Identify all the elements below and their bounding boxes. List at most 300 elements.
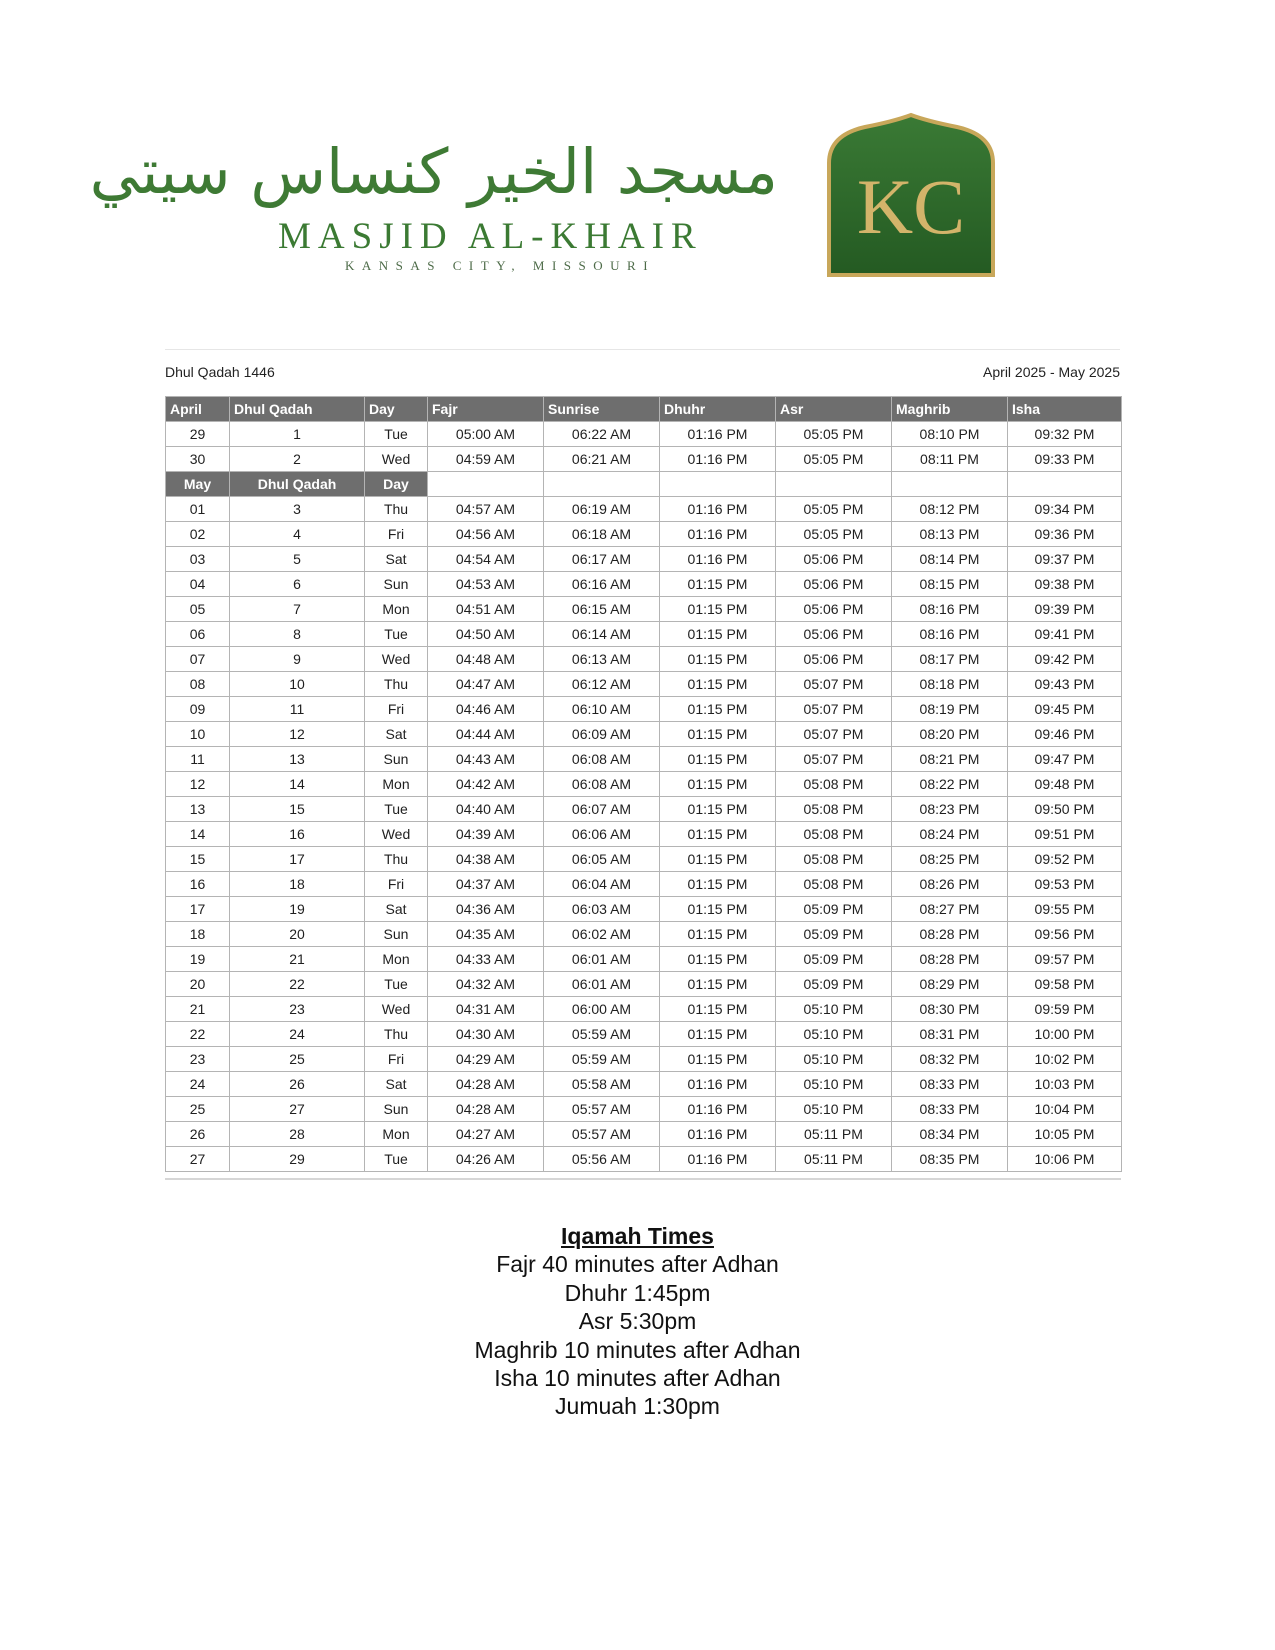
- table-cell: 04:37 AM: [428, 872, 544, 897]
- table-cell: 05:07 PM: [776, 697, 892, 722]
- table-cell: 27: [230, 1097, 365, 1122]
- table-cell: 16: [166, 872, 230, 897]
- may-subheader-cell: May: [166, 472, 230, 497]
- table-cell: 11: [166, 747, 230, 772]
- column-header: Asr: [776, 397, 892, 422]
- table-cell: 06:02 AM: [544, 922, 660, 947]
- table-cell: Wed: [365, 447, 428, 472]
- table-cell: 01:16 PM: [660, 1122, 776, 1147]
- table-cell: 09: [166, 697, 230, 722]
- table-cell: 01:16 PM: [660, 1097, 776, 1122]
- table-cell: 05:08 PM: [776, 772, 892, 797]
- table-cell: 09:51 PM: [1008, 822, 1122, 847]
- iqamah-line-fajr: Fajr 40 minutes after Adhan: [496, 1251, 779, 1278]
- table-cell: 01:15 PM: [660, 697, 776, 722]
- table-cell: 05:11 PM: [776, 1147, 892, 1172]
- table-cell: Sat: [365, 547, 428, 572]
- table-cell: 9: [230, 647, 365, 672]
- table-cell: 23: [230, 997, 365, 1022]
- table-cell: 05:09 PM: [776, 972, 892, 997]
- table-cell: Thu: [365, 847, 428, 872]
- table-cell: 06:10 AM: [544, 697, 660, 722]
- table-cell: 04:50 AM: [428, 622, 544, 647]
- table-row: [166, 672, 1122, 697]
- table-cell: 08:15 PM: [892, 572, 1008, 597]
- table-cell: 10:02 PM: [1008, 1047, 1122, 1072]
- table-cell: 14: [166, 822, 230, 847]
- table-cell: 05:09 PM: [776, 947, 892, 972]
- table-cell: 06:01 AM: [544, 972, 660, 997]
- table-cell: Fri: [365, 522, 428, 547]
- table-cell: 8: [230, 622, 365, 647]
- table-cell: Tue: [365, 422, 428, 447]
- table-cell: 01:15 PM: [660, 947, 776, 972]
- table-cell: 04:47 AM: [428, 672, 544, 697]
- table-cell: 10:06 PM: [1008, 1147, 1122, 1172]
- table-cell: 04:29 AM: [428, 1047, 544, 1072]
- table-cell: 04:35 AM: [428, 922, 544, 947]
- table-cell: 01:15 PM: [660, 672, 776, 697]
- table-cell: 09:34 PM: [1008, 497, 1122, 522]
- table-row: [166, 797, 1122, 822]
- logo-location: KANSAS CITY, MISSOURI: [345, 258, 656, 273]
- table-cell: 05:05 PM: [776, 497, 892, 522]
- table-cell: Mon: [365, 597, 428, 622]
- table-cell: 09:37 PM: [1008, 547, 1122, 572]
- table-cell: 08:26 PM: [892, 872, 1008, 897]
- table-row: [166, 1147, 1122, 1172]
- table-cell: 08:27 PM: [892, 897, 1008, 922]
- table-cell: 21: [230, 947, 365, 972]
- table-cell: 04:28 AM: [428, 1072, 544, 1097]
- table-cell: 05:06 PM: [776, 622, 892, 647]
- table-cell: Sun: [365, 922, 428, 947]
- table-cell: 04:28 AM: [428, 1097, 544, 1122]
- table-cell: 01:16 PM: [660, 547, 776, 572]
- table-cell: 09:32 PM: [1008, 422, 1122, 447]
- table-cell: 01:15 PM: [660, 997, 776, 1022]
- table-cell: Wed: [365, 822, 428, 847]
- table-cell: 08:21 PM: [892, 747, 1008, 772]
- masjid-logo: [89, 115, 1000, 280]
- table-cell: 04:46 AM: [428, 697, 544, 722]
- table-cell: 04:44 AM: [428, 722, 544, 747]
- table-cell: 08:28 PM: [892, 947, 1008, 972]
- table-cell: 08:33 PM: [892, 1097, 1008, 1122]
- table-cell: 09:48 PM: [1008, 772, 1122, 797]
- table-cell: 03: [166, 547, 230, 572]
- table-cell: 04:30 AM: [428, 1022, 544, 1047]
- table-cell: 01:16 PM: [660, 1147, 776, 1172]
- table-cell: 19: [230, 897, 365, 922]
- table-cell: Tue: [365, 797, 428, 822]
- table-cell: 09:46 PM: [1008, 722, 1122, 747]
- table-row: [166, 1122, 1122, 1147]
- table-cell: 05:56 AM: [544, 1147, 660, 1172]
- kc-arch-badge-icon: [825, 115, 997, 277]
- table-cell: 06:18 AM: [544, 522, 660, 547]
- table-cell: 08:23 PM: [892, 797, 1008, 822]
- table-cell: 04:59 AM: [428, 447, 544, 472]
- table-cell: 01:15 PM: [660, 847, 776, 872]
- table-cell: 21: [166, 997, 230, 1022]
- table-cell: 24: [230, 1022, 365, 1047]
- table-cell: 01:15 PM: [660, 872, 776, 897]
- table-cell: 09:59 PM: [1008, 997, 1122, 1022]
- table-cell: Tue: [365, 622, 428, 647]
- table-cell: 05:10 PM: [776, 997, 892, 1022]
- table-cell: 15: [166, 847, 230, 872]
- table-row: [166, 872, 1122, 897]
- table-cell: 28: [230, 1122, 365, 1147]
- table-cell: 06:16 AM: [544, 572, 660, 597]
- table-row: [166, 1022, 1122, 1047]
- table-cell: 01:15 PM: [660, 597, 776, 622]
- table-row: [166, 722, 1122, 747]
- table-cell: 09:36 PM: [1008, 522, 1122, 547]
- table-cell: 08:35 PM: [892, 1147, 1008, 1172]
- table-cell: 04:36 AM: [428, 897, 544, 922]
- table-cell: 06:12 AM: [544, 672, 660, 697]
- table-cell: 09:55 PM: [1008, 897, 1122, 922]
- table-cell: 01:15 PM: [660, 772, 776, 797]
- table-cell: 05:07 PM: [776, 747, 892, 772]
- table-cell: 05:59 AM: [544, 1047, 660, 1072]
- table-cell: 18: [230, 872, 365, 897]
- table-cell: Sat: [365, 1072, 428, 1097]
- table-cell: 01:15 PM: [660, 1022, 776, 1047]
- table-cell: 22: [230, 972, 365, 997]
- column-header: April: [166, 397, 230, 422]
- table-cell: 05:57 AM: [544, 1122, 660, 1147]
- column-header: Fajr: [428, 397, 544, 422]
- table-cell: Tue: [365, 1147, 428, 1172]
- table-row: [166, 647, 1122, 672]
- table-cell: 01:15 PM: [660, 647, 776, 672]
- table-cell: 08: [166, 672, 230, 697]
- table-cell: 09:47 PM: [1008, 747, 1122, 772]
- table-cell: 01:15 PM: [660, 572, 776, 597]
- table-cell: 04:31 AM: [428, 997, 544, 1022]
- table-cell: 1: [230, 422, 365, 447]
- table-cell: 08:30 PM: [892, 997, 1008, 1022]
- table-cell: 05:06 PM: [776, 597, 892, 622]
- table-cell: 26: [166, 1122, 230, 1147]
- table-cell: 06:00 AM: [544, 997, 660, 1022]
- table-row: [166, 547, 1122, 572]
- may-subheader-cell: Dhul Qadah: [230, 472, 365, 497]
- table-cell: 08:31 PM: [892, 1022, 1008, 1047]
- table-cell: 04:56 AM: [428, 522, 544, 547]
- table-cell: 09:56 PM: [1008, 922, 1122, 947]
- table-cell: 11: [230, 697, 365, 722]
- table-cell: Sun: [365, 572, 428, 597]
- table-cell: 05:06 PM: [776, 547, 892, 572]
- iqamah-line-asr: Asr 5:30pm: [578, 1308, 697, 1335]
- table-cell: 5: [230, 547, 365, 572]
- table-cell: 06:14 AM: [544, 622, 660, 647]
- table-cell: 05:10 PM: [776, 1047, 892, 1072]
- iqamah-title: Iqamah Times: [561, 1223, 714, 1249]
- logo-arabic-calligraphy: مسجد الخير كنساس سيتي: [89, 135, 778, 208]
- table-row: [166, 922, 1122, 947]
- table-row: [166, 772, 1122, 797]
- table-cell: 25: [166, 1097, 230, 1122]
- table-cell: 05:10 PM: [776, 1072, 892, 1097]
- table-cell: 16: [230, 822, 365, 847]
- table-cell: 09:45 PM: [1008, 697, 1122, 722]
- iqamah-line-maghrib: Maghrib 10 minutes after Adhan: [474, 1336, 801, 1363]
- table-cell: 12: [230, 722, 365, 747]
- table-cell: 06:15 AM: [544, 597, 660, 622]
- table-row: [166, 1072, 1122, 1097]
- table-cell: 01:15 PM: [660, 1047, 776, 1072]
- table-cell: Wed: [365, 647, 428, 672]
- table-cell: 09:41 PM: [1008, 622, 1122, 647]
- table-row: [166, 822, 1122, 847]
- table-cell: 24: [166, 1072, 230, 1097]
- table-cell: 23: [166, 1047, 230, 1072]
- table-cell: Thu: [365, 1022, 428, 1047]
- table-cell: 06: [166, 622, 230, 647]
- table-cell: 04:43 AM: [428, 747, 544, 772]
- table-cell: 10: [166, 722, 230, 747]
- column-header: Dhuhr: [660, 397, 776, 422]
- table-row: [166, 597, 1122, 622]
- table-cell: 01:16 PM: [660, 497, 776, 522]
- table-cell: 05:05 PM: [776, 522, 892, 547]
- table-cell: 29: [230, 1147, 365, 1172]
- prayer-times-table: [165, 396, 1122, 1172]
- table-cell: 30: [166, 447, 230, 472]
- table-cell: 01:15 PM: [660, 722, 776, 747]
- table-cell: Mon: [365, 772, 428, 797]
- table-cell: 08:32 PM: [892, 1047, 1008, 1072]
- table-cell: 01:16 PM: [660, 422, 776, 447]
- table-cell: 08:14 PM: [892, 547, 1008, 572]
- table-cell: Sat: [365, 897, 428, 922]
- table-cell: 08:34 PM: [892, 1122, 1008, 1147]
- table-cell: 07: [166, 647, 230, 672]
- table-cell: 05:05 PM: [776, 422, 892, 447]
- table-cell: 20: [230, 922, 365, 947]
- table-cell: 05:07 PM: [776, 672, 892, 697]
- table-cell: 01:16 PM: [660, 1072, 776, 1097]
- table-cell: 05:58 AM: [544, 1072, 660, 1097]
- table-row: [166, 947, 1122, 972]
- table-cell: 2: [230, 447, 365, 472]
- table-cell: Tue: [365, 972, 428, 997]
- table-cell: 27: [166, 1147, 230, 1172]
- table-cell: 13: [230, 747, 365, 772]
- table-cell: 26: [230, 1072, 365, 1097]
- table-row: [166, 422, 1122, 447]
- table-cell: 01:15 PM: [660, 822, 776, 847]
- table-cell: 09:53 PM: [1008, 872, 1122, 897]
- table-cell: 04:57 AM: [428, 497, 544, 522]
- blank-cell: [1008, 472, 1122, 497]
- table-cell: 06:07 AM: [544, 797, 660, 822]
- top-rule: [165, 349, 1120, 350]
- table-row: [166, 972, 1122, 997]
- table-cell: 05:10 PM: [776, 1097, 892, 1122]
- iqamah-times-section: [0, 1222, 1275, 1421]
- table-cell: 08:18 PM: [892, 672, 1008, 697]
- table-cell: 04:54 AM: [428, 547, 544, 572]
- table-cell: 01:15 PM: [660, 897, 776, 922]
- table-cell: 08:20 PM: [892, 722, 1008, 747]
- table-cell: 04:48 AM: [428, 647, 544, 672]
- table-cell: 06:06 AM: [544, 822, 660, 847]
- table-cell: 06:08 AM: [544, 747, 660, 772]
- column-header: Dhul Qadah: [230, 397, 365, 422]
- table-cell: 05:08 PM: [776, 822, 892, 847]
- table-cell: 06:21 AM: [544, 447, 660, 472]
- table-cell: Mon: [365, 1122, 428, 1147]
- table-cell: 01:15 PM: [660, 797, 776, 822]
- blank-cell: [892, 472, 1008, 497]
- table-cell: 22: [166, 1022, 230, 1047]
- table-cell: 01:16 PM: [660, 522, 776, 547]
- table-cell: 06:08 AM: [544, 772, 660, 797]
- table-cell: 01:15 PM: [660, 622, 776, 647]
- table-cell: 08:13 PM: [892, 522, 1008, 547]
- table-cell: 15: [230, 797, 365, 822]
- table-cell: 05: [166, 597, 230, 622]
- table-cell: 05:11 PM: [776, 1122, 892, 1147]
- table-cell: Sun: [365, 747, 428, 772]
- table-cell: 6: [230, 572, 365, 597]
- table-cell: Mon: [365, 947, 428, 972]
- table-cell: 09:43 PM: [1008, 672, 1122, 697]
- table-cell: 09:58 PM: [1008, 972, 1122, 997]
- table-cell: 10:05 PM: [1008, 1122, 1122, 1147]
- table-cell: 05:59 AM: [544, 1022, 660, 1047]
- table-row: [166, 847, 1122, 872]
- table-cell: 05:10 PM: [776, 1022, 892, 1047]
- table-cell: 01:15 PM: [660, 972, 776, 997]
- may-subheader-cell: Day: [365, 472, 428, 497]
- table-cell: 17: [230, 847, 365, 872]
- table-cell: 08:25 PM: [892, 847, 1008, 872]
- table-cell: 09:38 PM: [1008, 572, 1122, 597]
- table-cell: 3: [230, 497, 365, 522]
- table-cell: 05:06 PM: [776, 572, 892, 597]
- table-cell: 18: [166, 922, 230, 947]
- hijri-month-caption: Dhul Qadah 1446: [165, 364, 275, 380]
- table-cell: 4: [230, 522, 365, 547]
- table-cell: Sat: [365, 722, 428, 747]
- table-body: [166, 422, 1122, 1172]
- bottom-rule: [165, 1178, 1121, 1180]
- table-cell: Wed: [365, 997, 428, 1022]
- table-cell: 04:33 AM: [428, 947, 544, 972]
- table-cell: 04:39 AM: [428, 822, 544, 847]
- table-cell: 09:39 PM: [1008, 597, 1122, 622]
- table-cell: 01: [166, 497, 230, 522]
- table-row: [166, 897, 1122, 922]
- table-cell: 06:09 AM: [544, 722, 660, 747]
- column-header: Sunrise: [544, 397, 660, 422]
- table-cell: 10:00 PM: [1008, 1022, 1122, 1047]
- badge-text: KC: [856, 163, 966, 250]
- table-cell: 04:32 AM: [428, 972, 544, 997]
- table-cell: Thu: [365, 497, 428, 522]
- table-row: [166, 997, 1122, 1022]
- column-header: Isha: [1008, 397, 1122, 422]
- table-row: [166, 497, 1122, 522]
- table-row: [166, 1097, 1122, 1122]
- table-cell: 08:19 PM: [892, 697, 1008, 722]
- table-cell: 05:09 PM: [776, 922, 892, 947]
- table-cell: 01:15 PM: [660, 747, 776, 772]
- iqamah-line-isha: Isha 10 minutes after Adhan: [494, 1365, 781, 1392]
- blank-cell: [660, 472, 776, 497]
- table-cell: 01:16 PM: [660, 447, 776, 472]
- table-cell: 05:09 PM: [776, 897, 892, 922]
- table-cell: 10:04 PM: [1008, 1097, 1122, 1122]
- iqamah-line-jumuah: Jumuah 1:30pm: [555, 1393, 720, 1420]
- table-cell: 04:40 AM: [428, 797, 544, 822]
- table-cell: 09:33 PM: [1008, 447, 1122, 472]
- table-cell: 06:01 AM: [544, 947, 660, 972]
- may-subheader-row: [166, 472, 1122, 497]
- table-cell: 05:57 AM: [544, 1097, 660, 1122]
- iqamah-line-dhuhr: Dhuhr 1:45pm: [564, 1279, 711, 1306]
- table-cell: 02: [166, 522, 230, 547]
- table-cell: 17: [166, 897, 230, 922]
- table-cell: 09:57 PM: [1008, 947, 1122, 972]
- table-cell: 08:17 PM: [892, 647, 1008, 672]
- table-cell: 04:27 AM: [428, 1122, 544, 1147]
- table-cell: 05:08 PM: [776, 847, 892, 872]
- table-cell: 08:11 PM: [892, 447, 1008, 472]
- table-cell: 29: [166, 422, 230, 447]
- table-cell: 06:22 AM: [544, 422, 660, 447]
- table-row: [166, 447, 1122, 472]
- table-cell: 04:53 AM: [428, 572, 544, 597]
- table-cell: 08:33 PM: [892, 1072, 1008, 1097]
- table-row: [166, 622, 1122, 647]
- column-header: Maghrib: [892, 397, 1008, 422]
- table-cell: 08:24 PM: [892, 822, 1008, 847]
- table-cell: 06:05 AM: [544, 847, 660, 872]
- table-cell: 19: [166, 947, 230, 972]
- table-row: [166, 1047, 1122, 1072]
- table-cell: 09:42 PM: [1008, 647, 1122, 672]
- table-cell: 06:19 AM: [544, 497, 660, 522]
- table-cell: 08:10 PM: [892, 422, 1008, 447]
- table-cell: 14: [230, 772, 365, 797]
- table-cell: 12: [166, 772, 230, 797]
- table-row: [166, 747, 1122, 772]
- table-cell: 06:03 AM: [544, 897, 660, 922]
- table-cell: 08:29 PM: [892, 972, 1008, 997]
- table-cell: 05:00 AM: [428, 422, 544, 447]
- table-cell: 05:08 PM: [776, 872, 892, 897]
- column-header: Day: [365, 397, 428, 422]
- table-cell: 08:22 PM: [892, 772, 1008, 797]
- table-cell: Sun: [365, 1097, 428, 1122]
- table-cell: 04:51 AM: [428, 597, 544, 622]
- table-cell: 09:52 PM: [1008, 847, 1122, 872]
- table-cell: 04:38 AM: [428, 847, 544, 872]
- table-cell: 20: [166, 972, 230, 997]
- table-row: [166, 697, 1122, 722]
- table-cell: Fri: [365, 697, 428, 722]
- logo-english-name: MASJID AL-KHAIR: [278, 216, 703, 257]
- table-cell: 08:12 PM: [892, 497, 1008, 522]
